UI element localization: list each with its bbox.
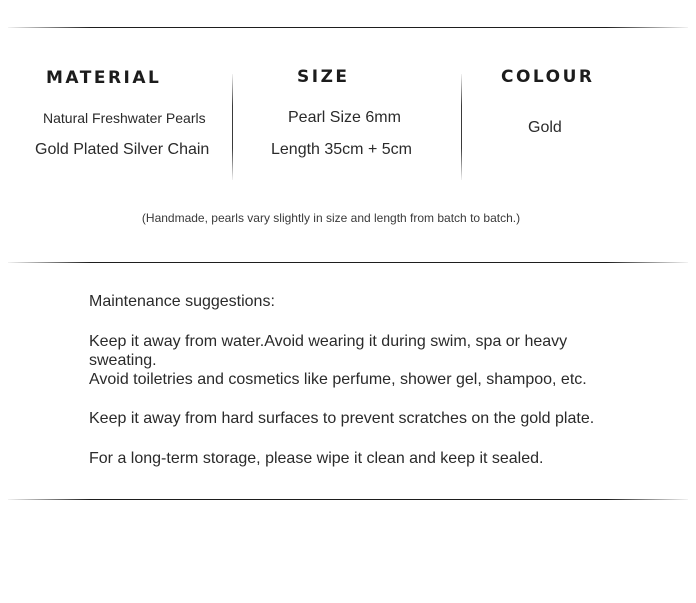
maintenance-paragraph-surfaces: Keep it away from hard surfaces to prevent scratches on the gold plate. <box>89 410 595 427</box>
size-heading: SIZE <box>297 67 350 87</box>
middle-divider <box>8 262 688 263</box>
colour-line-gold: Gold <box>528 119 562 136</box>
top-divider <box>8 27 688 28</box>
maintenance-toiletries-line: Avoid toiletries and cosmetics like perfume, shower gel, shampoo, etc. <box>89 371 587 388</box>
maintenance-title: Maintenance suggestions: <box>89 293 275 310</box>
maintenance-water-line: Keep it away from water.Avoid wearing it during swim, spa or heavy sweating. <box>89 333 568 369</box>
colour-heading: COLOUR <box>501 67 595 87</box>
size-line-length: Length 35cm + 5cm <box>271 141 412 158</box>
column-divider-1 <box>232 74 233 180</box>
material-line-pearls: Natural Freshwater Pearls <box>43 110 206 126</box>
column-divider-2 <box>461 74 462 180</box>
size-line-pearl: Pearl Size 6mm <box>288 109 401 126</box>
material-heading: MATERIAL <box>46 68 162 88</box>
bottom-divider <box>8 499 688 500</box>
maintenance-paragraph-water <box>89 332 629 389</box>
maintenance-paragraph-storage: For a long-term storage, please wipe it clean and keep it sealed. <box>89 450 544 467</box>
material-line-chain: Gold Plated Silver Chain <box>35 141 210 158</box>
handmade-note: (Handmade, pearls vary slightly in size and length from batch to batch.) <box>141 211 521 225</box>
